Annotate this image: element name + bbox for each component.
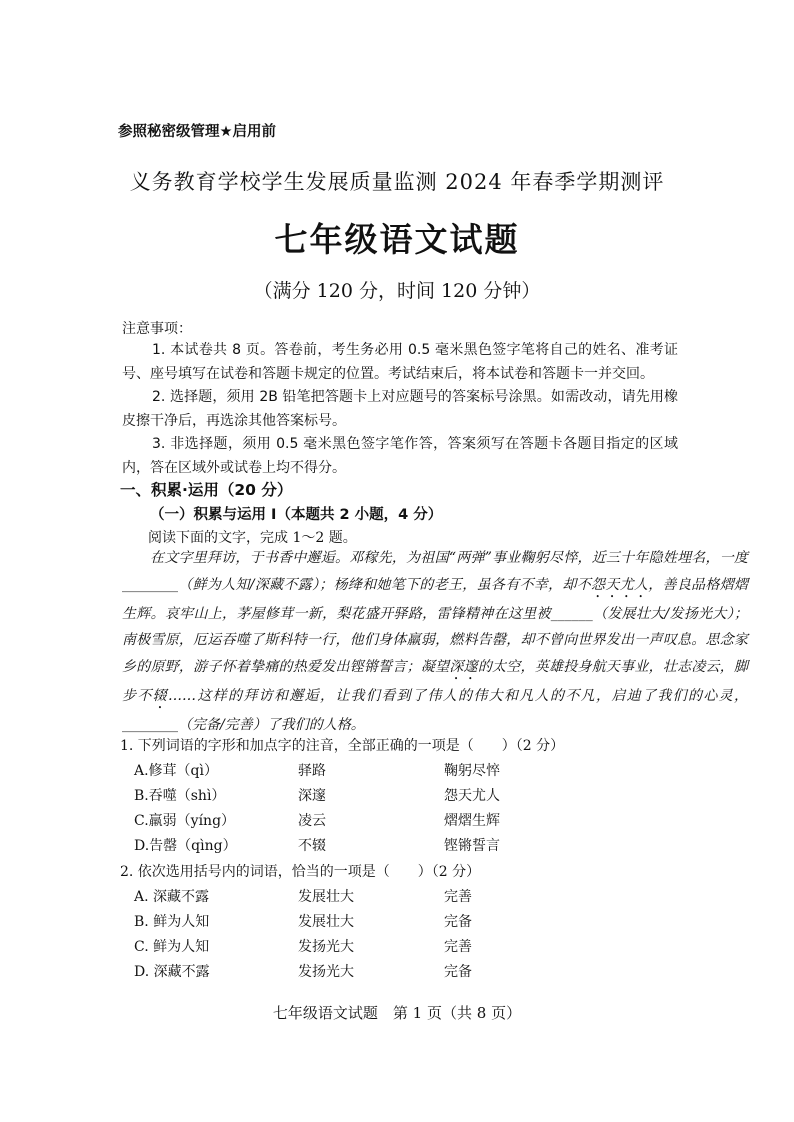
option-label: B. 鲜为人知 bbox=[134, 914, 210, 930]
option-label: A. 深藏不露 bbox=[134, 889, 210, 905]
page-footer: 七年级语文试题 第 1 页（共 8 页） bbox=[272, 1004, 522, 1022]
passage-text: （完备/完善）了我们的人格。 bbox=[178, 716, 365, 733]
option-word: 不辍 bbox=[298, 838, 326, 854]
option-word: 熠熠生辉 bbox=[444, 813, 500, 829]
option-label: B.吞噬（shì） bbox=[134, 788, 226, 804]
dotted-phrase: 深邃 bbox=[449, 658, 478, 675]
option-word: 完善 bbox=[444, 889, 472, 905]
question-2-stem: 2. 依次选用括号内的词语，恰当的一项是（ ）（2 分） bbox=[120, 864, 481, 880]
reading-instruction: 阅读下面的文字，完成 1～2 题。 bbox=[148, 530, 357, 546]
option-label: A.修茸（qì） bbox=[134, 763, 218, 779]
section-heading: 一、积累·运用（20 分） bbox=[120, 481, 293, 499]
option-word: 完备 bbox=[444, 964, 472, 980]
passage-text: ，善良品格熠熠生辉。哀牢山上，茅屋修茸一新，梨花盛开驿路，雷锋精神在这里被 bbox=[122, 576, 749, 622]
notes-item-2: 2. 选择题，须用 2B 铅笔把答题卡上对应题号的答案标号涂黑。如需改动，请先用橡皮擦干净后，再选涂其他答案标号。 bbox=[122, 389, 678, 429]
reading-passage bbox=[122, 545, 748, 738]
page-title: 七年级语文试题 bbox=[274, 220, 520, 259]
option-word: 驿路 bbox=[298, 763, 326, 779]
subsection-heading: （一）积累与运用 I（本题共 2 小题，4 分） bbox=[150, 507, 443, 523]
notes-item-1: 1. 本试卷共 8 页。答卷前，考生务必用 0.5 毫米黑色签字笔将自己的姓名、准考证号、座号填写在试卷和答题卡规定的位置。考试结束后，将本试卷和答题卡一并交回。 bbox=[122, 342, 678, 382]
option-word: 怨天尤人 bbox=[444, 788, 500, 804]
option-label: C. 鲜为人知 bbox=[134, 939, 210, 955]
option-word: 发展壮大 bbox=[298, 889, 354, 905]
option-word: 铿锵誓言 bbox=[444, 838, 500, 854]
option-word: 发扬光大 bbox=[298, 939, 354, 955]
passage-text: ……这样的拜访和邂逅，让我们看到了伟人的伟大和凡人的不凡，启迪了我们的心灵， bbox=[168, 687, 749, 704]
option-word: 发展壮大 bbox=[298, 914, 354, 930]
dotted-phrase: 辍 bbox=[152, 687, 169, 704]
option-label: D.告罄（qìng） bbox=[134, 838, 237, 854]
notes-item-3: 3. 非选择题，须用 0.5 毫米黑色签字笔作答，答案须写在答题卡各题目指定的区域内，答在区域外或试卷上均不得分。 bbox=[122, 436, 678, 476]
option-label: C.羸弱（yíng） bbox=[134, 813, 236, 829]
passage-text: （鲜为人知/深藏不露）；杨绛和她笔下的老王，虽各有不幸，却不 bbox=[178, 576, 592, 593]
option-word: 鞠躬尽悴 bbox=[444, 763, 500, 779]
answer-blank: ________ bbox=[122, 576, 178, 593]
option-word: 深邃 bbox=[298, 788, 326, 804]
dotted-phrase: 怨天尤人 bbox=[591, 576, 649, 593]
confidentiality-note: 参照秘密级管理★启用前 bbox=[118, 124, 276, 140]
exam-subtitle: （满分 120 分，时间 120 分钟） bbox=[253, 280, 541, 302]
answer-blank: ______ bbox=[550, 605, 593, 622]
passage-text: 在文字里拜访，于书香中邂逅。邓稼先，为祖国“两弹”事业鞠躬尽悴，近三十年隐姓埋名，一度 bbox=[150, 550, 748, 566]
answer-blank: ________ bbox=[122, 716, 178, 733]
option-label: D. 深藏不露 bbox=[134, 964, 210, 980]
exam-header: 义务教育学校学生发展质量监测 2024 年春季学期测评 bbox=[129, 170, 665, 194]
question-1-stem: 1. 下列词语的字形和加点字的注音，全部正确的一项是（ ）（2 分） bbox=[120, 738, 565, 754]
option-word: 完善 bbox=[444, 939, 472, 955]
option-word: 凌云 bbox=[298, 813, 326, 829]
option-word: 发扬光大 bbox=[298, 964, 354, 980]
notes-heading: 注意事项： bbox=[122, 321, 192, 337]
option-word: 完备 bbox=[444, 914, 472, 930]
passage-text: 的太空，英雄投身航天事业，壮志凌云，脚步不 bbox=[122, 658, 749, 704]
passage-text: （发展壮大/发扬光大）；南极雪原，厄运吞噬了斯科特一行，他们身体羸弱，燃料告罄，却不曾向世界发出一声叹息。思念家乡的原野，游子怀着挚痛的热爱发出铿锵誓言；凝望 bbox=[122, 605, 749, 675]
